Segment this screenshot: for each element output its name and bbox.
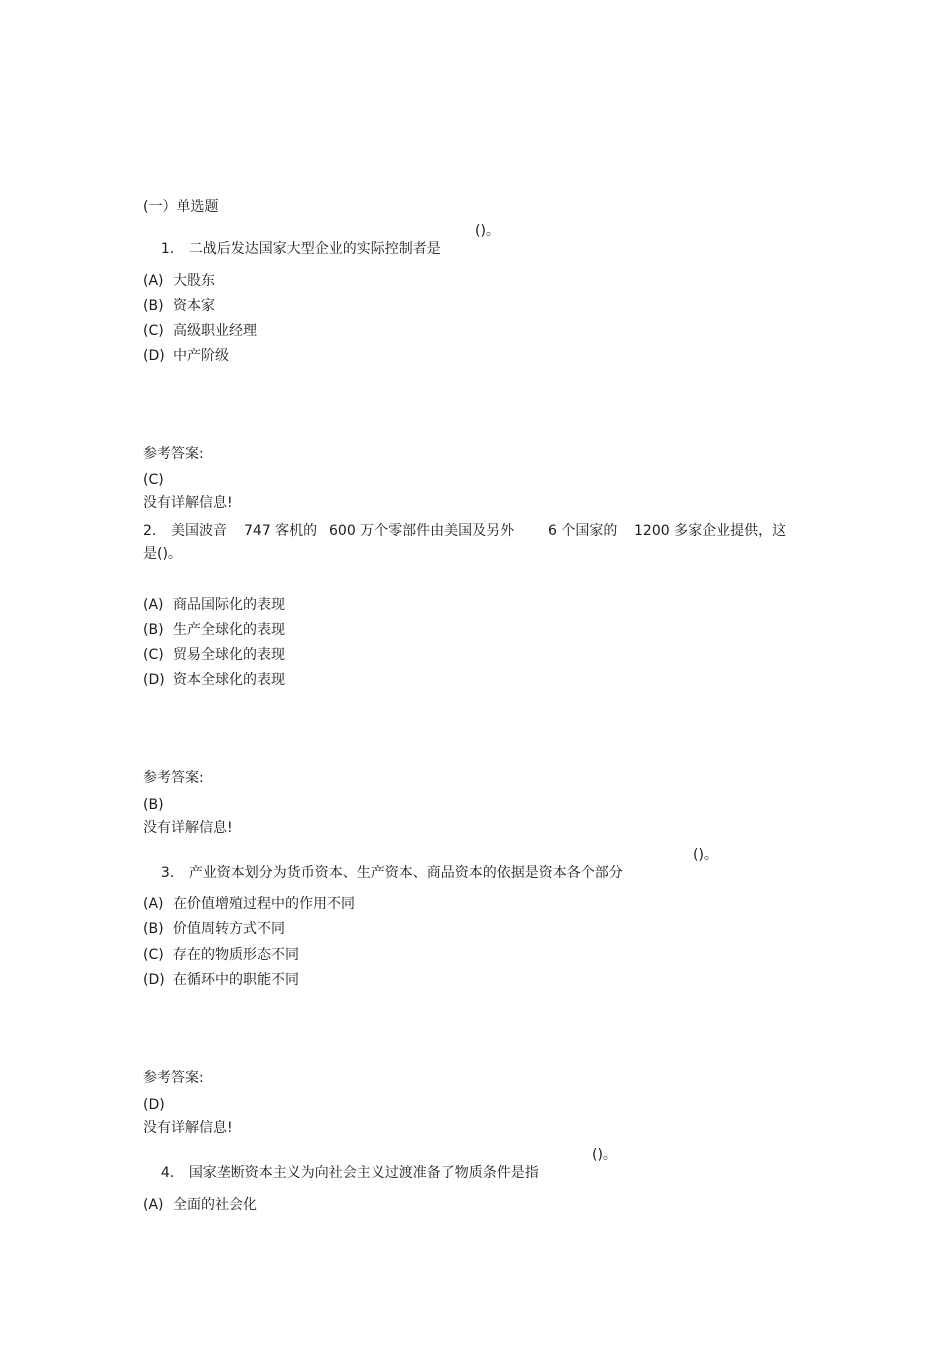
option-letter: (A) bbox=[143, 597, 164, 613]
option-letter: (D) bbox=[143, 972, 165, 988]
option-letter: (D) bbox=[143, 672, 165, 688]
option-b bbox=[143, 920, 285, 938]
option-text: 资本家 bbox=[173, 298, 215, 314]
question-blank: ()。 bbox=[475, 223, 500, 239]
question-text-part: 1200 多家企业提供，这 bbox=[634, 523, 787, 539]
option-d bbox=[143, 971, 299, 989]
option-b bbox=[143, 621, 285, 639]
option-a bbox=[143, 596, 285, 614]
option-text: 生产全球化的表现 bbox=[173, 622, 285, 638]
question-text-part: 747 客机的 bbox=[244, 523, 318, 539]
question-text-part: 600 万个零部件由美国及另外 bbox=[329, 523, 515, 539]
option-text: 高级职业经理 bbox=[173, 323, 257, 339]
question-text-part: 6 个国家的 bbox=[548, 523, 618, 539]
option-c bbox=[143, 946, 299, 964]
question-number: 3. bbox=[160, 865, 175, 881]
no-detail-note: 没有详解信息! bbox=[143, 1120, 233, 1136]
question-number: 1. bbox=[160, 241, 175, 257]
option-letter: (B) bbox=[143, 622, 164, 638]
question-text: 二战后发达国家大型企业的实际控制者是 bbox=[188, 241, 441, 257]
option-d bbox=[143, 671, 285, 689]
answer-label: 参考答案: bbox=[143, 1070, 204, 1086]
option-letter: (B) bbox=[143, 921, 164, 937]
option-a bbox=[143, 1196, 257, 1214]
option-text: 贸易全球化的表现 bbox=[173, 647, 285, 663]
option-text: 商品国际化的表现 bbox=[173, 597, 285, 613]
option-text: 资本全球化的表现 bbox=[173, 672, 285, 688]
option-letter: (C) bbox=[143, 323, 164, 339]
question-blank: ()。 bbox=[693, 847, 718, 863]
option-letter: (D) bbox=[143, 348, 165, 364]
answer-value: (B) bbox=[143, 797, 164, 813]
option-letter: (A) bbox=[143, 1197, 164, 1213]
question-1 bbox=[143, 222, 441, 276]
option-text: 大股东 bbox=[173, 273, 215, 289]
option-c bbox=[143, 646, 285, 664]
option-b bbox=[143, 297, 215, 315]
option-text: 全面的社会化 bbox=[173, 1197, 257, 1213]
question-3 bbox=[143, 846, 623, 900]
question-number: 2. bbox=[143, 523, 157, 539]
question-4 bbox=[143, 1146, 539, 1200]
option-text: 中产阶级 bbox=[173, 348, 229, 364]
option-d bbox=[143, 347, 229, 365]
option-a bbox=[143, 895, 355, 913]
option-text: 在价值增殖过程中的作用不同 bbox=[173, 896, 355, 912]
option-letter: (B) bbox=[143, 298, 164, 314]
section-title: (一）单选题 bbox=[143, 199, 219, 215]
answer-label: 参考答案: bbox=[143, 446, 204, 462]
option-letter: (C) bbox=[143, 947, 164, 963]
option-text: 存在的物质形态不同 bbox=[173, 947, 299, 963]
answer-value: (C) bbox=[143, 472, 164, 488]
option-letter: (C) bbox=[143, 647, 164, 663]
question-text: 国家垄断资本主义为向社会主义过渡准备了物质条件是指 bbox=[188, 1165, 539, 1181]
question-text: 产业资本划分为货币资本、生产资本、商品资本的依据是资本各个部分 bbox=[188, 865, 623, 881]
option-text: 在循环中的职能不同 bbox=[173, 972, 299, 988]
question-blank: ()。 bbox=[592, 1147, 617, 1163]
question-text-line2: 是()。 bbox=[143, 546, 182, 562]
option-letter: (A) bbox=[143, 896, 164, 912]
option-text: 价值周转方式不同 bbox=[173, 921, 285, 937]
option-a bbox=[143, 272, 215, 290]
option-c bbox=[143, 322, 257, 340]
no-detail-note: 没有详解信息! bbox=[143, 820, 233, 836]
answer-label: 参考答案: bbox=[143, 770, 204, 786]
option-letter: (A) bbox=[143, 273, 164, 289]
no-detail-note: 没有详解信息! bbox=[143, 495, 233, 511]
question-number: 4. bbox=[160, 1165, 175, 1181]
question-text-part: 美国波音 bbox=[171, 523, 227, 539]
answer-value: (D) bbox=[143, 1097, 165, 1113]
